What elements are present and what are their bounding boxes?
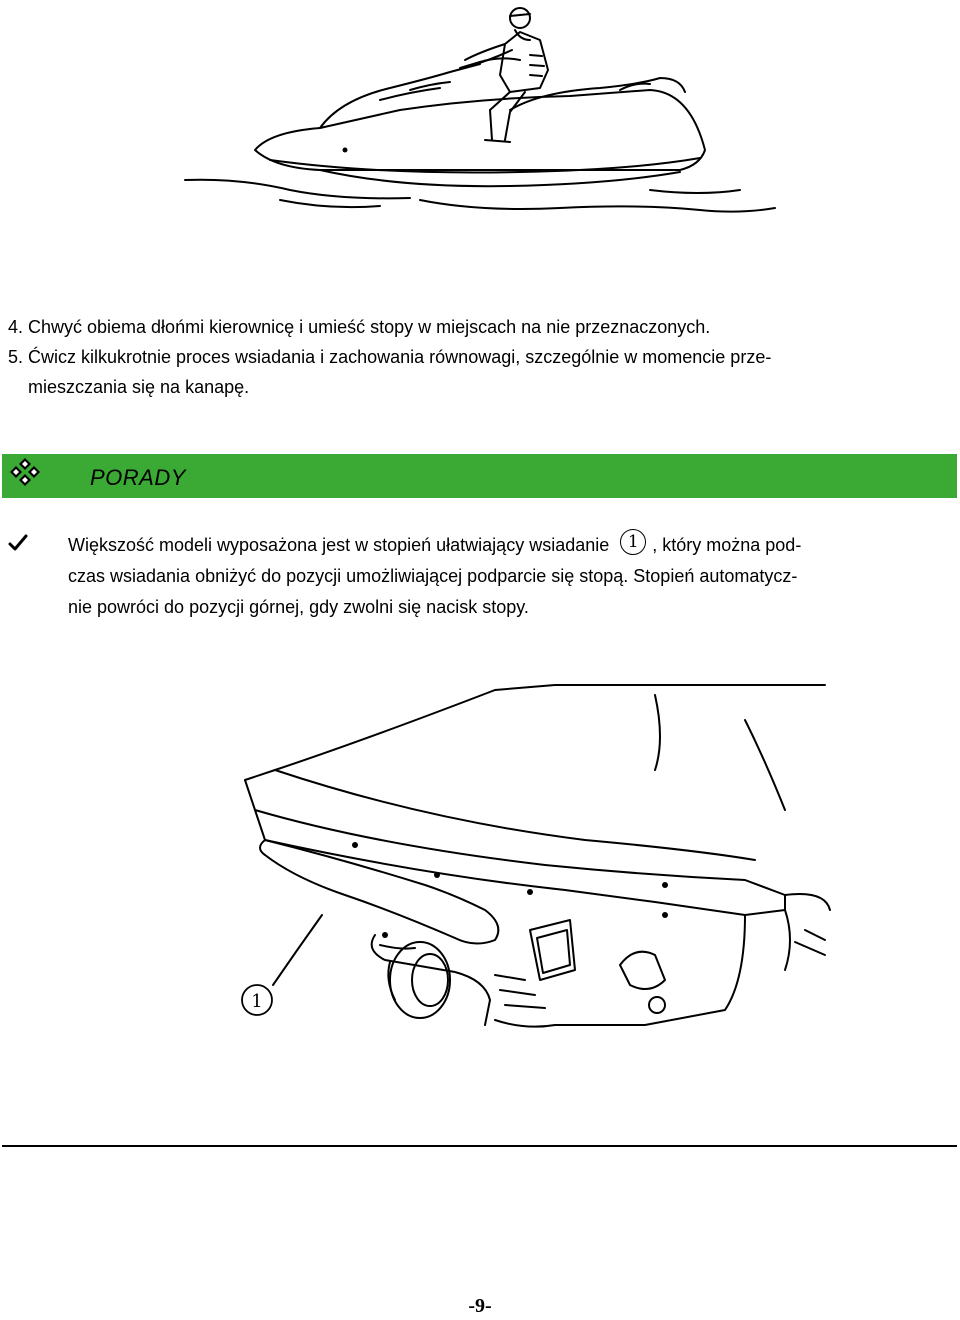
callout-marker: 1	[620, 529, 646, 555]
boarding-step-illustration	[225, 680, 825, 1100]
step-text: Ćwicz kilkukrotnie proces wsiadania i zachowania równowagi, szczególnie w momencie prze-	[28, 347, 772, 367]
diamond-bullet-icon	[8, 456, 42, 490]
tip-text: , który można pod-	[652, 535, 802, 555]
step-number: 5.	[8, 347, 24, 367]
tip-line-1	[68, 530, 801, 561]
tip-text: Większość modeli wyposażona jest w stopień ułatwiający wsiadanie	[68, 535, 615, 555]
footer-divider	[2, 1145, 957, 1147]
step-5-continuation: mieszczania się na kanapę.	[28, 377, 250, 397]
checkmark-icon	[8, 533, 28, 553]
watercraft-rider-illustration	[180, 0, 780, 225]
step-5	[8, 343, 953, 371]
step-number: 4.	[8, 317, 24, 337]
step-text: Chwyć obiema dłońmi kierownicę i umieść stopy w miejscach na nie przeznaczonych.	[28, 317, 711, 337]
tip-line-2: czas wsiadania obniżyć do pozycji umożliwiającej podparcie się stopą. Stopień automatycz-	[68, 566, 798, 586]
tips-title: PORADY	[90, 465, 186, 490]
tip-line-3: nie powróci do pozycji górnej, gdy zwolni się nacisk stopy.	[68, 597, 529, 617]
callout-label: 1	[251, 991, 263, 1012]
step-4	[8, 313, 953, 341]
page-number: -9-	[468, 1295, 492, 1317]
